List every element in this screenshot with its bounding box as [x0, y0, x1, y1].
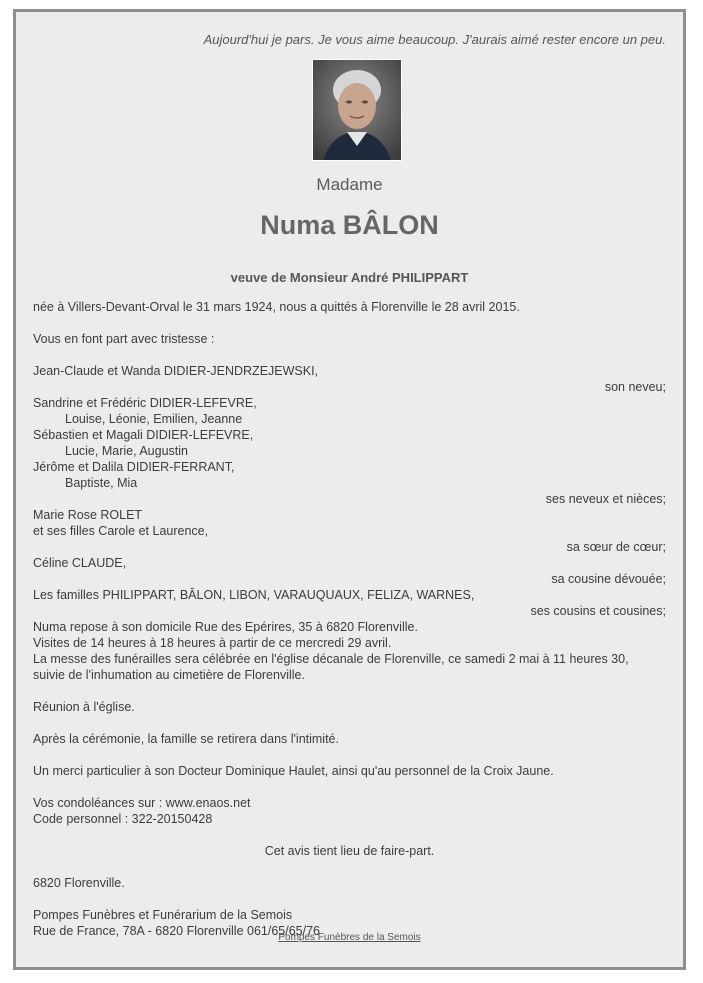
- thanks-text: Un merci particulier à son Docteur Dominique Haulet, ainsi qu'au personnel de la Croix Jaune.: [33, 764, 554, 778]
- relation-label: sa cousine dévouée;: [551, 572, 666, 586]
- notice-body: [33, 299, 666, 955]
- family-line: Céline CLAUDE,: [33, 556, 127, 570]
- epitaph-quote: Aujourd'hui je pars. Je vous aime beaucoup. J'aurais aimé rester encore un peu.: [203, 32, 666, 47]
- widow-of: veuve de Monsieur André PHILIPPART: [230, 270, 469, 285]
- portrait-photo: [312, 59, 402, 161]
- condolences-block: [33, 795, 666, 827]
- relation-label: ses cousins et cousines;: [530, 604, 666, 618]
- family-children: Lucie, Marie, Augustin: [65, 444, 188, 458]
- city-text: 6820 Florenville.: [33, 876, 125, 890]
- family-children: Baptiste, Mia: [65, 476, 138, 490]
- family-line: Les familles PHILIPPART, BÂLON, LIBON, VARAUQUAUX, FELIZA, WARNES,: [33, 588, 475, 602]
- relation-label: son neveu;: [604, 380, 666, 394]
- family-line: Sandrine et Frédéric DIDIER-LEFEVRE,: [33, 396, 257, 410]
- info-line: La messe des funérailles sera célébrée en l'église décanale de Florenville, ce samedi 2 mai à 11 heures 30,: [33, 652, 629, 666]
- death-notice-card: [13, 9, 686, 970]
- notice-statement: Cet avis tient lieu de faire-part.: [264, 844, 435, 858]
- deceased-name: Numa BÂLON: [260, 210, 439, 240]
- portrait-image: [313, 60, 401, 160]
- personal-code: Code personnel : 322-20150428: [33, 812, 213, 826]
- family-line: Sébastien et Magali DIDIER-LEFEVRE,: [33, 428, 254, 442]
- info-line: Numa repose à son domicile Rue des Epérires, 35 à 6820 Florenville.: [33, 620, 418, 634]
- info-line: Visites de 14 heures à 18 heures à partir de ce mercredi 29 avril.: [33, 636, 392, 650]
- intimacy-text: Après la cérémonie, la famille se retirera dans l'intimité.: [33, 732, 339, 746]
- family-children: Louise, Léonie, Emilien, Jeanne: [65, 412, 243, 426]
- announcement-text: Vous en font part avec tristesse :: [33, 332, 215, 346]
- relation-label: ses neveux et nièces;: [545, 492, 666, 506]
- info-line: suivie de l'inhumation au cimetière de Florenville.: [33, 668, 305, 682]
- reunion-text: Réunion à l'église.: [33, 700, 135, 714]
- relation-label: sa sœur de cœur;: [566, 540, 666, 554]
- condolences-site: Vos condoléances sur : www.enaos.net: [33, 796, 251, 810]
- funeral-home-name: Pompes Funèbres et Funérarium de la Semois: [33, 908, 293, 922]
- family-line: et ses filles Carole et Laurence,: [33, 524, 209, 538]
- family-line: Marie Rose ROLET: [33, 508, 143, 522]
- funeral-home-link[interactable]: Pompes Funèbres de la Semois: [278, 932, 421, 943]
- family-line: Jean-Claude et Wanda DIDIER-JENDRZEJEWSKI,: [33, 364, 319, 378]
- family-line: Jérôme et Dalila DIDIER-FERRANT,: [33, 460, 235, 474]
- salutation: Madame: [316, 175, 383, 194]
- funeral-home-address: Rue de France, 78A - 6820 Florenville 061/65/65/76: [33, 924, 320, 938]
- birth-death-text: née à Villers-Devant-Orval le 31 mars 1924, nous a quittés à Florenville le 28 avril 2015.: [33, 300, 520, 314]
- family-list: [33, 363, 666, 683]
